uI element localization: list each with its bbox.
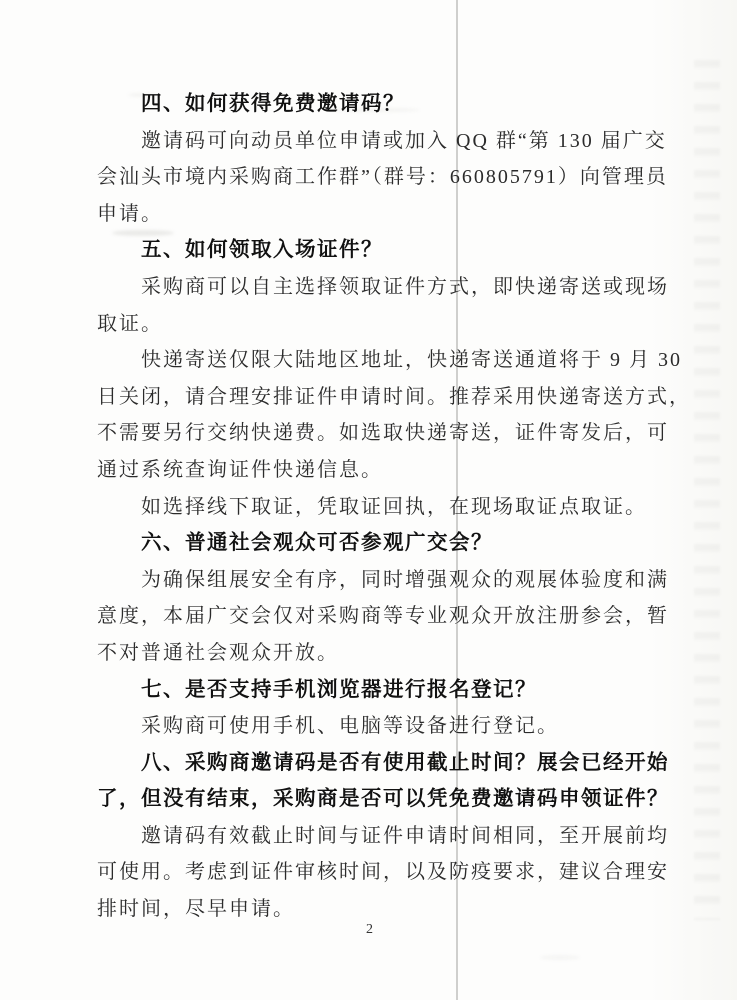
document-heading-line: 八、采购商邀请码是否有使用截止时间？展会已经开始	[141, 750, 669, 774]
document-body-line: 不对普通社会观众开放。	[97, 641, 339, 664]
document-heading-line: 了，但没有结束，采购商是否可以凭免费邀请码申领证件？	[97, 787, 669, 811]
scan-smudge	[540, 955, 580, 960]
document-body-line: 会汕头市境内采购商工作群”（群号：660805791）向管理员	[97, 166, 668, 189]
document-heading-line: 七、是否支持手机浏览器进行报名登记？	[141, 677, 537, 701]
document-body-line: 不需要另行交纳快递费。如选取快递寄送，证件寄发后，可	[97, 422, 669, 445]
document-body-line: 意度，本届广交会仅对采购商等专业观众开放注册参会，暂	[97, 605, 669, 628]
document-body-line: 日关闭，请合理安排证件申请时间。推荐采用快递寄送方式，	[97, 385, 691, 408]
document-body-line: 通过系统查询证件快递信息。	[97, 458, 383, 481]
document-body-line: 采购商可使用手机、电脑等设备进行登记。	[141, 715, 559, 738]
document-lines	[97, 86, 691, 928]
document-heading-line: 六、普通社会观众可否参观广交会？	[141, 531, 493, 555]
bleed-through-strip	[694, 60, 720, 920]
document-body-line: 邀请码可向动员单位申请或加入 QQ 群“第 130 届广交	[141, 129, 667, 152]
page-number: 2	[366, 922, 373, 937]
document-body-line: 邀请码有效截止时间与证件申请时间相同，至开展前均	[141, 824, 669, 847]
document-body-line: 采购商可以自主选择领取证件方式，即快递寄送或现场	[141, 275, 669, 298]
document-body-line: 可使用。考虑到证件审核时间，以及防疫要求，建议合理安	[97, 861, 669, 884]
document-heading-line: 五、如何领取入场证件？	[141, 238, 383, 262]
document-heading-line: 四、如何获得免费邀请码？	[141, 92, 405, 115]
document-body-line: 申请。	[97, 202, 163, 225]
document-body-line: 快递寄送仅限大陆地区地址，快递寄送通道将于 9 月 30	[141, 349, 682, 372]
document-body-line: 为确保组展安全有序，同时增强观众的观展体验度和满	[141, 568, 669, 591]
document-body-line: 排时间，尽早申请。	[97, 898, 295, 921]
document-body-line: 取证。	[97, 312, 163, 335]
document-body-line: 如选择线下取证，凭取证回执，在现场取证点取证。	[141, 495, 647, 518]
